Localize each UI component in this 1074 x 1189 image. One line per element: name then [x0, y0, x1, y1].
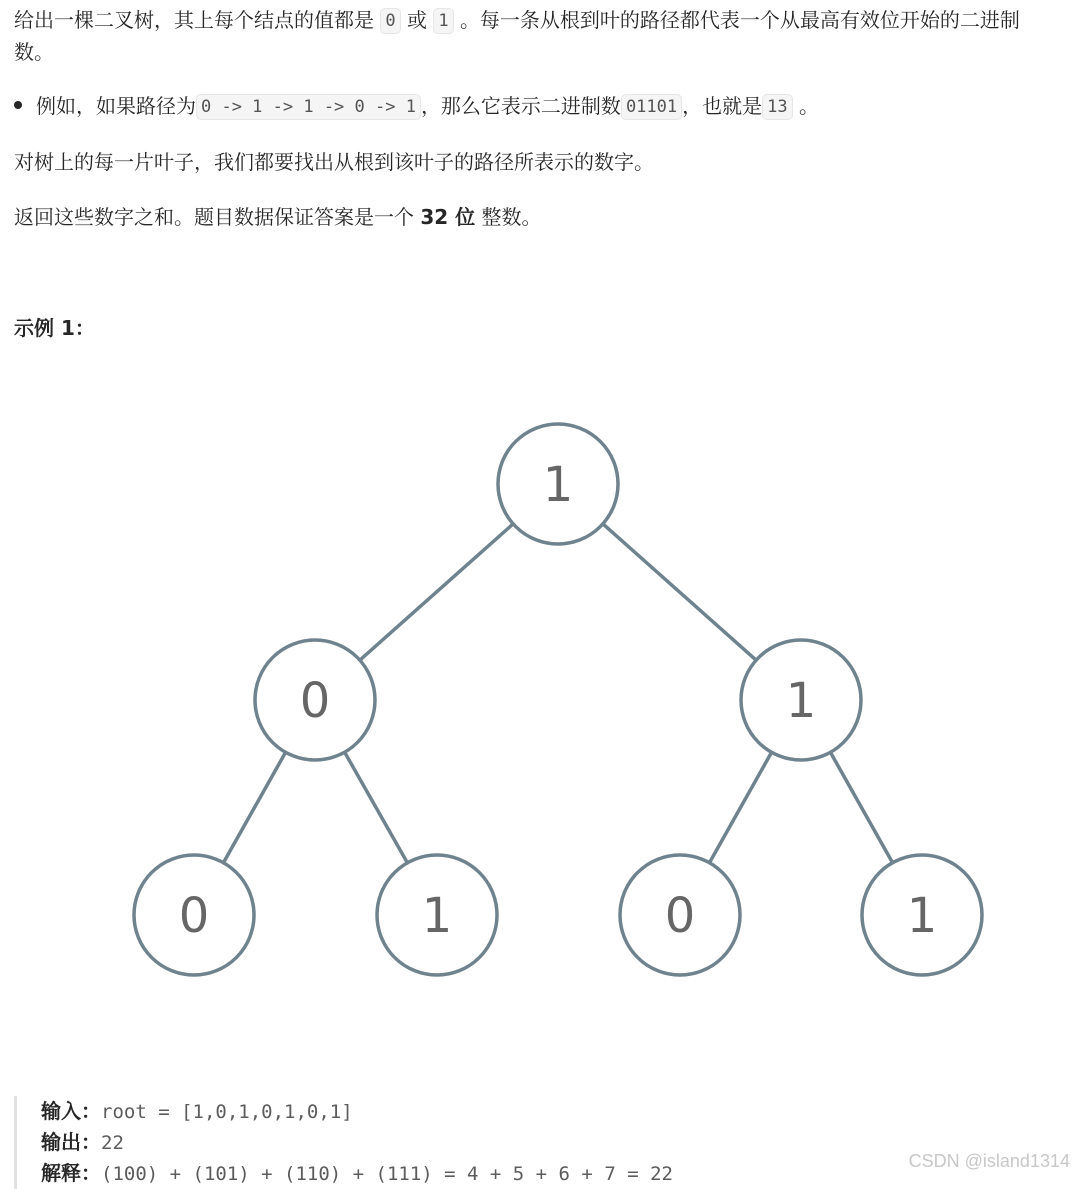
description-paragraph-1 [14, 4, 1020, 36]
inline-code-decimal: 13 [762, 94, 792, 120]
tree-node-root [498, 424, 618, 544]
tree-node-value: 1 [542, 457, 574, 513]
bullet-dot-icon [14, 101, 22, 109]
tree-node-right-right [862, 855, 982, 975]
desc-text-or: 或 [406, 8, 427, 32]
tree-nodes [134, 424, 982, 975]
description-paragraph-1-cont [14, 36, 54, 68]
inline-code-binary: 01101 [621, 94, 682, 120]
bullet-text-4: 。 [798, 94, 819, 118]
tree-node-value: 0 [178, 888, 210, 944]
output-label: 输出： [41, 1130, 101, 1154]
explanation-value: (100) + (101) + (110) + (111) = 4 + 5 + 6 + 7 = 22 [101, 1163, 673, 1185]
output-value: 22 [101, 1132, 124, 1154]
binary-tree-diagram [0, 380, 1074, 1020]
input-label: 输入： [41, 1099, 101, 1123]
desc-text-2: 。每一条从根到叶的路径都代表一个从最高有效位开始的二进制 [459, 8, 1020, 32]
tree-node-right-left [620, 855, 740, 975]
tree-node-value: 1 [785, 673, 817, 729]
example-io-block [14, 1096, 1074, 1189]
inline-code-path: 0 -> 1 -> 1 -> 0 -> 1 [196, 94, 421, 120]
explanation-label: 解释： [41, 1161, 101, 1185]
desc-text-1: 给出一棵二叉树，其上每个结点的值都是 [14, 8, 374, 32]
inline-code-0: 0 [380, 8, 400, 34]
tree-edge-root-to-left [360, 524, 513, 660]
description-paragraph-3 [14, 201, 542, 233]
tree-node-value: 0 [299, 673, 331, 729]
bullet-text-2: ，那么它表示二进制数 [420, 94, 621, 118]
tree-edge-right-to-right-right [830, 752, 892, 862]
bullet-text-1: 例如，如果路径为 [36, 94, 196, 118]
tree-edge-root-to-right [603, 524, 756, 660]
tree-edge-right-to-right-left [709, 752, 771, 862]
tree-node-left-right [377, 855, 497, 975]
input-value: root = [1,0,1,0,1,0,1] [101, 1101, 353, 1123]
desc-text-5: 返回这些数字之和。题目数据保证答案是一个 [14, 205, 414, 229]
tree-edge-left-to-left-right [345, 752, 408, 863]
desc-text-3: 数。 [14, 40, 54, 64]
tree-node-left-left [134, 855, 254, 975]
csdn-watermark: CSDN @island1314 [908, 1151, 1070, 1171]
tree-edge-left-to-left-left [223, 752, 285, 862]
description-paragraph-2 [14, 146, 654, 178]
desc-text-4: 对树上的每一片叶子，我们都要找出从根到该叶子的路径所表示的数字。 [14, 150, 654, 174]
input-line [41, 1096, 1074, 1127]
tree-node-value: 1 [906, 888, 938, 944]
tree-node-right [741, 640, 861, 760]
desc-bold-32bit: 32 位 [420, 205, 476, 229]
bullet-text-3: ，也就是 [682, 94, 763, 118]
tree-node-value: 1 [421, 888, 453, 944]
desc-text-6: 整数。 [481, 205, 542, 229]
example-title: 示例 1： [14, 316, 95, 340]
example-bullet [14, 90, 819, 122]
tree-node-value: 0 [664, 888, 696, 944]
inline-code-1: 1 [433, 8, 453, 34]
tree-node-left [255, 640, 375, 760]
